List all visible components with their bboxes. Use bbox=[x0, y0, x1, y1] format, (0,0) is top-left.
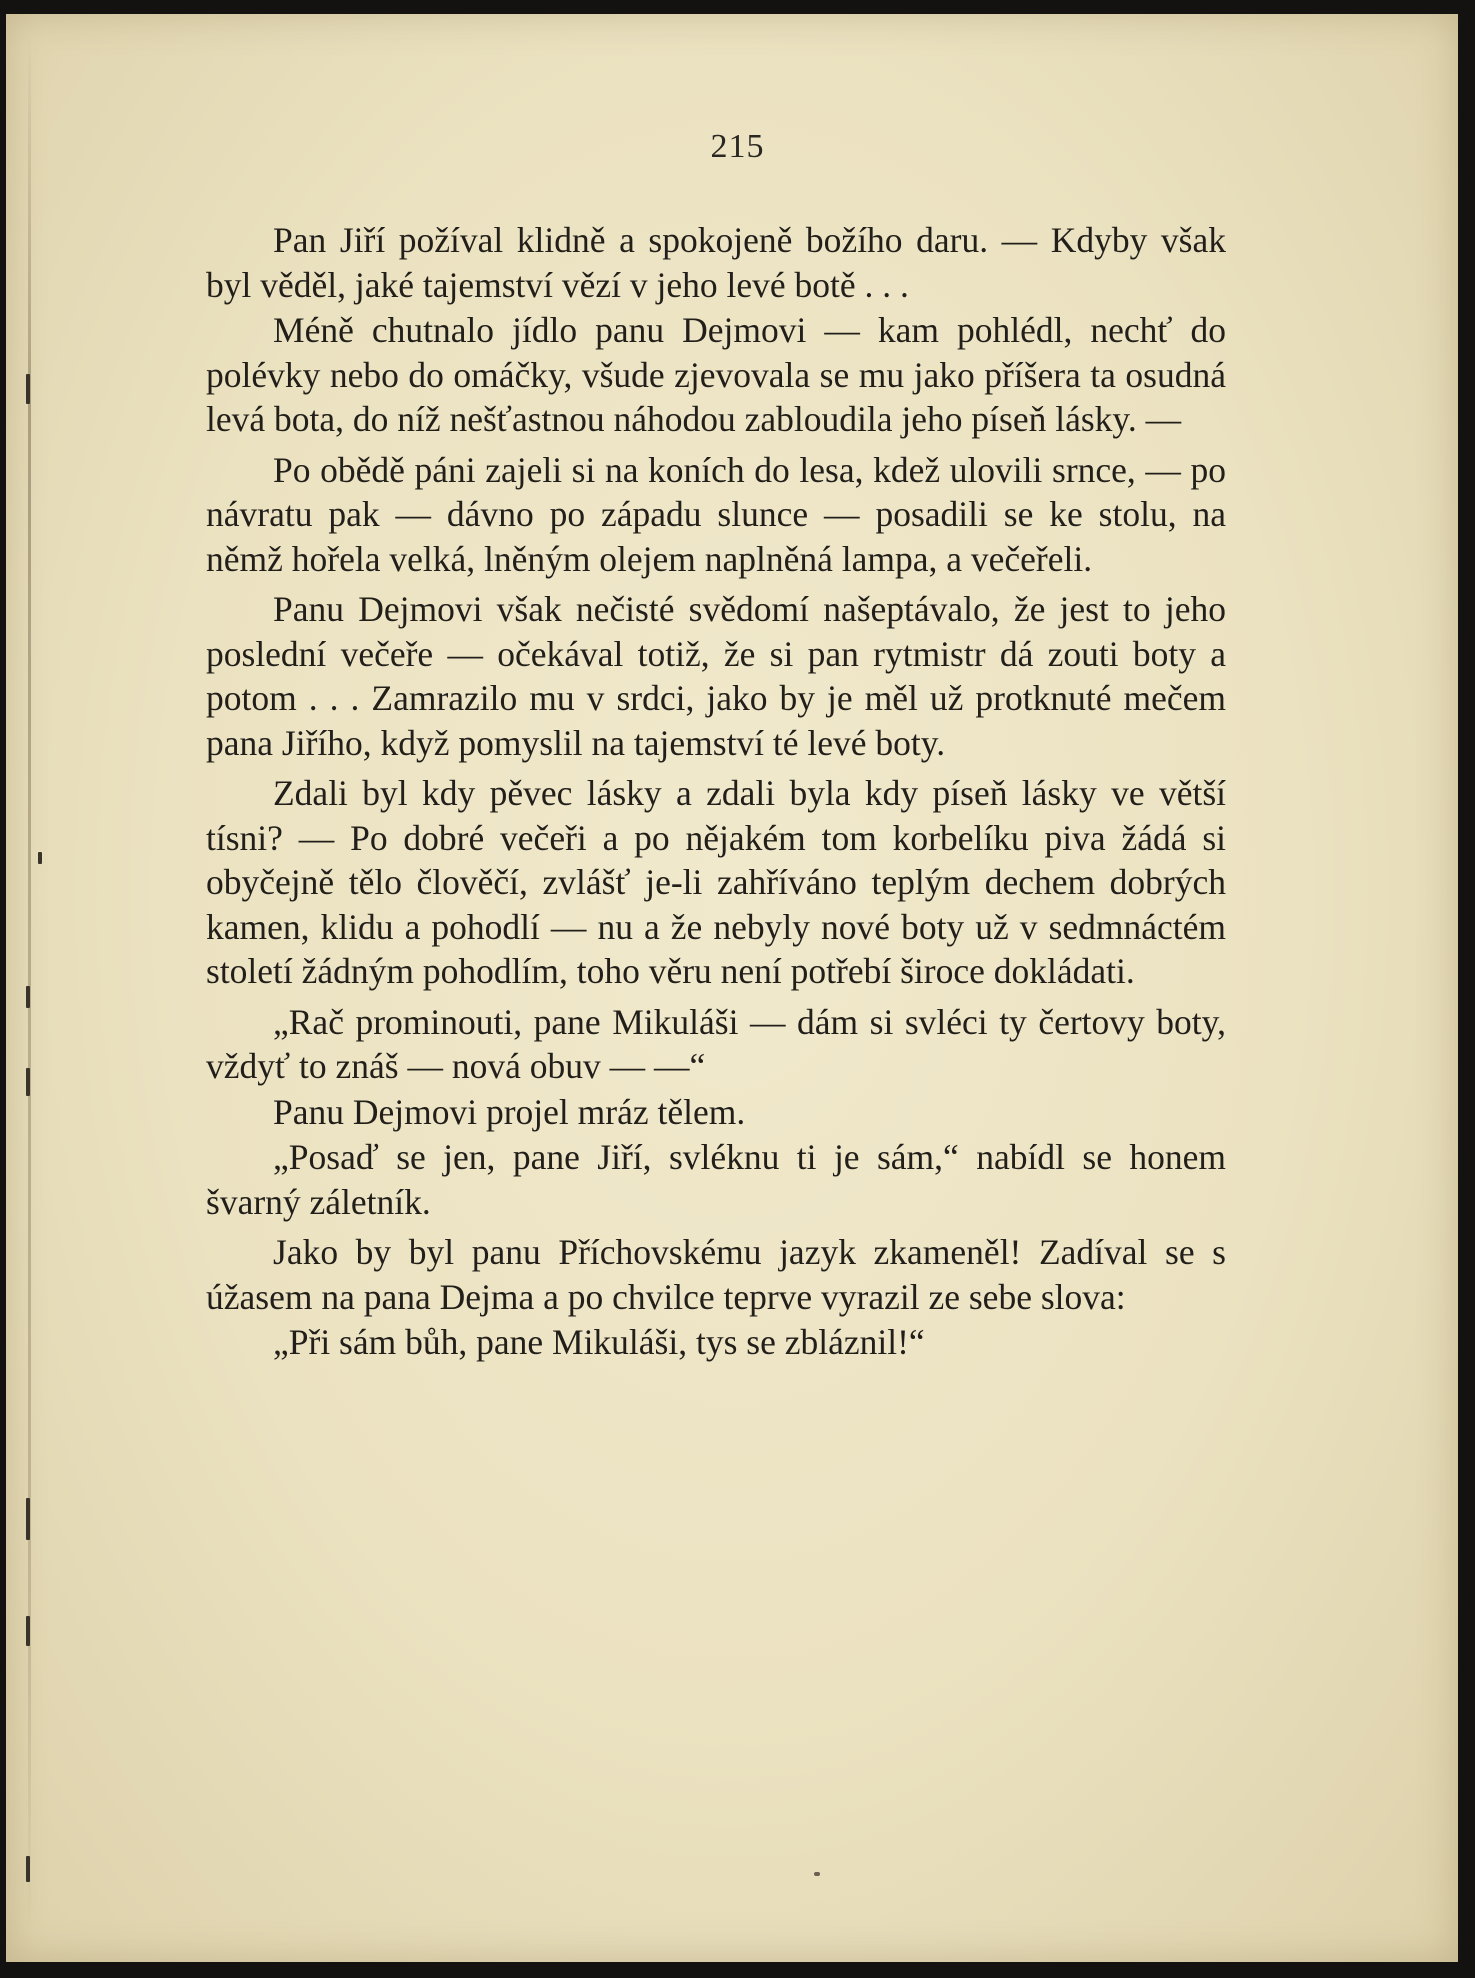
paragraph: Zdali byl kdy pěvec lásky a zdali byla kdy píseň lásky ve větší tísni? — Po dobré večeři a po nějakém tom korbelíku piva žádá si obyčejně tělo člověčí, zvlášť je-li zahříváno teplým dechem dobrých kamen, klidu a pohodlí — nu a že nebyly nové boty už v sedmnáctém století žádným pohodlím, toho věru není potřebí široce dokládati. bbox=[206, 773, 1226, 991]
paragraph: Po obědě páni zajeli si na koních do lesa, kdež ulovili srnce, — po návratu pak — dávno po západu slunce — posadili se ke stolu, na němž hořela velká, lněným olejem naplněná lampa, a večeřeli. bbox=[206, 449, 1226, 579]
paragraph: Pan Jiří požíval klidně a spokojeně božího daru. — Kdyby však byl věděl, jaké tajemství vězí v jeho levé botě . . . bbox=[206, 220, 1226, 305]
paragraph: „Posaď se jen, pane Jiří, svléknu ti je sám,“ nabídl se honem švarný záletník. bbox=[206, 1137, 1226, 1222]
page-number: 215 bbox=[710, 128, 765, 165]
margin-mark bbox=[26, 1856, 30, 1882]
margin-mark bbox=[26, 1616, 30, 1646]
margin-mark bbox=[26, 1068, 30, 1096]
ink-speck bbox=[814, 1872, 820, 1876]
margin-mark bbox=[26, 374, 30, 404]
paragraph: „Při sám bůh, pane Mikuláši, tys se zbláznil!“ bbox=[273, 1322, 925, 1362]
paragraph: Panu Dejmovi však nečisté svědomí našeptávalo, že jest to jeho poslední večeře — očekával totiž, že si pan rytmistr dá zouti boty a potom . . . Zamrazilo mu v srdci, jako by je měl už protknuté mečem pana Jiřího, když pomyslil na tajemství té levé boty. bbox=[206, 589, 1226, 763]
body-text bbox=[206, 218, 1226, 1366]
paragraph: Jako by byl panu Příchovskému jazyk zkameněl! Zadíval se s úžasem na pana Dejma a po chvilce teprve vyrazil ze sebe slova: bbox=[206, 1232, 1226, 1317]
binding-edge bbox=[28, 34, 31, 1934]
paragraph: Panu Dejmovi projel mráz tělem. bbox=[273, 1091, 746, 1132]
margin-mark bbox=[26, 986, 30, 1008]
paragraph: Méně chutnalo jídlo panu Dejmovi — kam pohlédl, nechť do polévky nebo do omáčky, všude zjevovala se mu jako příšera ta osudná levá bota, do níž nešťastnou náhodou zabloudila jeho píseň lásky. — bbox=[206, 310, 1226, 439]
margin-mark bbox=[26, 1498, 30, 1540]
paragraph: „Rač prominouti, pane Mikuláši — dám si svléci ty čertovy boty, vždyť to znáš — nová obuv — —“ bbox=[206, 1001, 1226, 1086]
margin-mark bbox=[38, 852, 42, 864]
